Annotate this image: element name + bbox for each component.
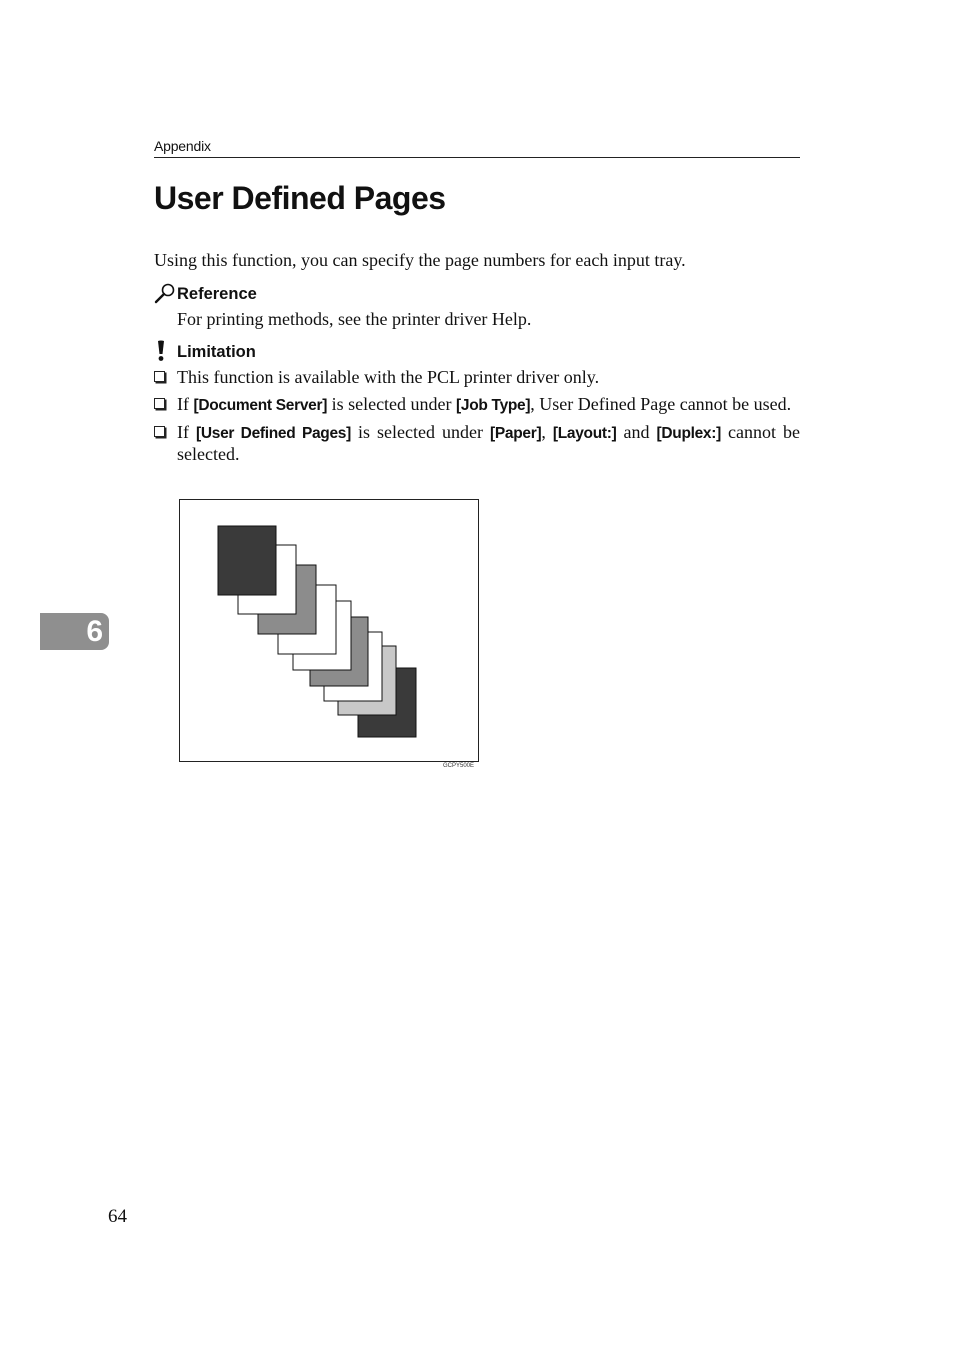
text-fragment: is selected under [327, 394, 457, 414]
text-fragment: If [177, 394, 194, 414]
text-fragment: cannot be selected. [177, 422, 800, 464]
sheet-04 [218, 526, 276, 595]
text-fragment: and [616, 422, 657, 442]
intro-paragraph: Using this function, you can specify the page numbers for each input tray. [154, 250, 686, 270]
duplex-key: [Duplex:] [656, 425, 721, 442]
text-fragment: , User Defined Page cannot be used. [530, 394, 792, 414]
page-title: User Defined Pages [154, 180, 446, 216]
paper-key: [Paper] [490, 425, 542, 442]
list-item [154, 422, 800, 465]
text-fragment: is selected under [350, 422, 491, 442]
reference-heading [154, 282, 257, 304]
text-fragment: , [541, 422, 553, 442]
magnifier-icon [154, 282, 176, 304]
layout-key: [Layout:] [552, 425, 617, 442]
reference-label: Reference [177, 285, 257, 303]
checkbox-bullet-icon [154, 426, 165, 437]
page-number: 64 [108, 1206, 127, 1227]
user-defined-pages-key: [User Defined Pages] [196, 425, 351, 442]
checkbox-bullet-icon [154, 398, 165, 409]
chapter-tab: 6 [40, 613, 109, 650]
list-item [154, 394, 800, 416]
page-stack-figure [179, 499, 479, 762]
job-type-key: [Job Type] [456, 397, 531, 414]
limitation-list [154, 367, 800, 471]
reference-text: For printing methods, see the printer driver Help. [177, 309, 532, 329]
document-server-key: [Document Server] [193, 397, 328, 414]
text-fragment: If [177, 422, 197, 442]
checkbox-bullet-icon [154, 371, 165, 382]
limitation-heading [154, 340, 256, 362]
page-stack-illustration [180, 500, 478, 761]
exclamation-icon [154, 340, 176, 362]
running-header: Appendix [154, 138, 800, 158]
limitation-label: Limitation [177, 343, 256, 361]
list-item [154, 367, 800, 388]
figure-code: GCPY500E [443, 763, 475, 769]
limitation-item-1: This function is available with the PCL printer driver only. [177, 367, 600, 387]
